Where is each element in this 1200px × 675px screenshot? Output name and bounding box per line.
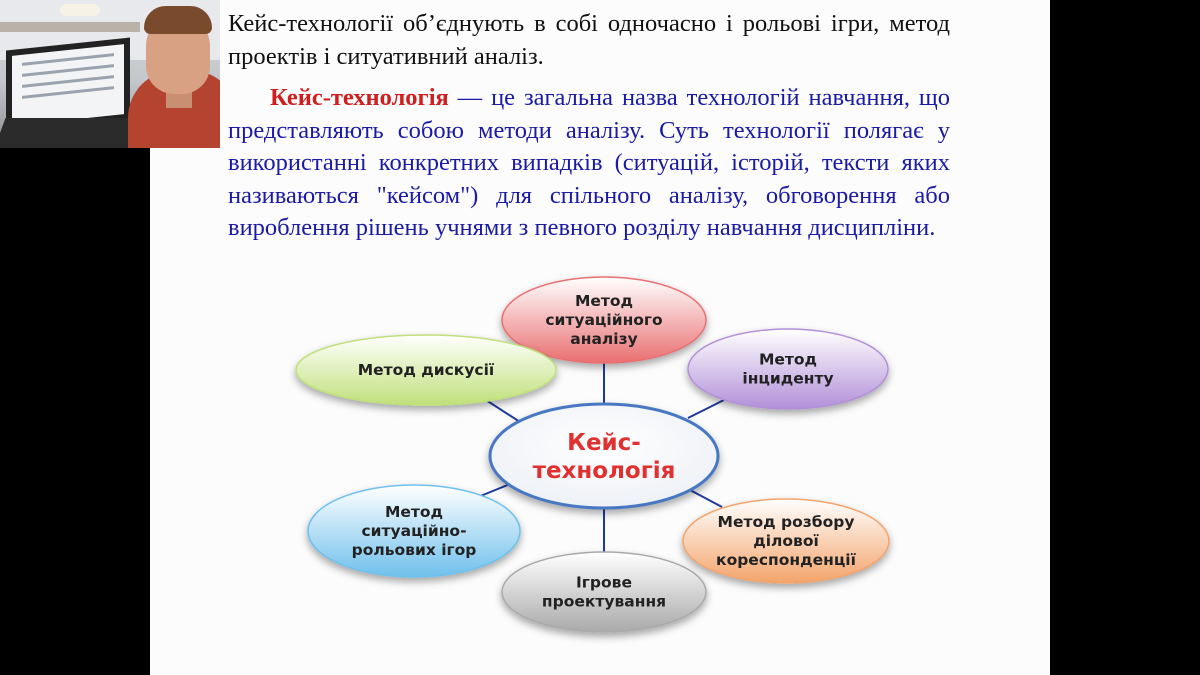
node-label-discussion-0: Метод дискусії	[357, 361, 495, 379]
node-label-roleplay-0: Метод	[384, 503, 444, 521]
node-label-situational-0: Метод	[574, 292, 634, 310]
webcam-video-feed	[0, 0, 220, 148]
node-label-incident-1: інциденту	[742, 369, 834, 388]
node-label-design-1: проектування	[541, 592, 667, 611]
node-label-incident-0: Метод	[758, 350, 818, 369]
node-label-situational-2: аналізу	[570, 330, 638, 348]
definition-text: — це загальна назва технологій навчання, що представляють собою методи аналізу. Суть технології полягає у використанні конкретних випадків (ситуацій, історій, тексти яких називаються "кейсом") для спільного аналізу, обговорення або вироблення рішень учнями з певного розділу навчання дисципліни.	[228, 84, 950, 241]
node-roleplay	[308, 485, 520, 577]
diagram-center	[490, 404, 718, 508]
node-label-roleplay-2: рольових ігор	[351, 541, 477, 559]
node-correspondence	[683, 499, 889, 583]
node-incident	[688, 329, 888, 409]
node-label-roleplay-1: ситуаційно-	[361, 522, 467, 540]
node-label-situational-1: ситуаційного	[545, 311, 663, 329]
center-label-line2: технологія	[532, 458, 676, 484]
node-design	[502, 552, 706, 632]
node-label-correspondence-0: Метод розбору	[717, 513, 855, 531]
center-ellipse	[490, 404, 718, 508]
connector-discussion	[486, 400, 520, 422]
connector-roleplay	[478, 484, 510, 497]
node-label-correspondence-2: кореспонденції	[716, 551, 856, 569]
center-label-line1: Кейс-	[567, 430, 641, 456]
node-label-correspondence-1: ділової	[753, 532, 819, 550]
node-discussion	[296, 335, 556, 405]
node-label-design-0: Ігрове	[576, 573, 632, 592]
connector-correspondence	[690, 490, 722, 507]
connector-incident	[688, 400, 724, 418]
keyword-case-technology: Кейс-технологія	[270, 84, 449, 111]
slide-paragraph-intro: Кейс-технології об’єднують в собі одночасно і рольові ігри, метод проектів і ситуативний аналіз.	[228, 10, 950, 70]
